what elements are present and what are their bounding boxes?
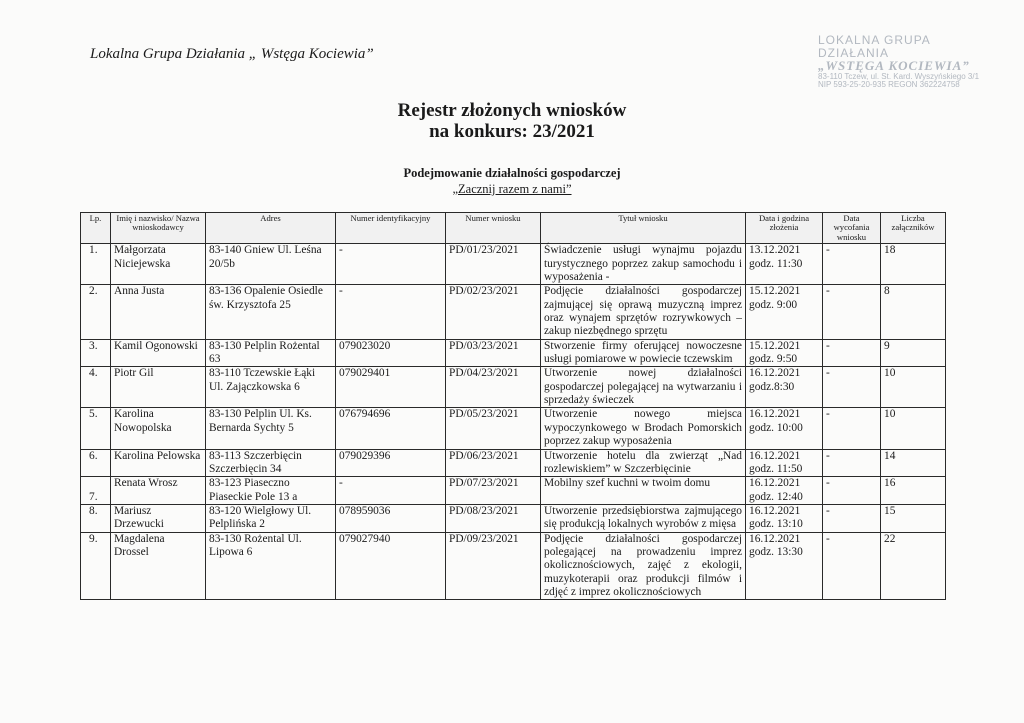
cell-address: 83-130 Rożental Ul. Lipowa 6 (206, 532, 336, 600)
cell-withdrawal-date: - (823, 408, 881, 449)
cell-application-title: Utworzenie hotelu dla zwierząt „Nad rozlewiskiem” w Szczerbięcinie (541, 449, 746, 477)
cell-application-title: Utworzenie nowego miejsca wypoczynkowego w Brodach Pomorskich poprzez zakup wyposażenia (541, 408, 746, 449)
cell-application-number: PD/01/23/2021 (446, 244, 541, 285)
cell-submission-date: 15.12.2021 godz. 9:00 (746, 285, 823, 339)
cell-name: Anna Justa (111, 285, 206, 339)
document-subtitle: Podejmowanie działalności gospodarczej (403, 166, 621, 180)
document-title-line-2: na konkurs: 23/2021 (429, 121, 595, 142)
organization-stamp (818, 34, 988, 90)
table-row (81, 285, 946, 339)
cell-id-number: 079029401 (336, 367, 446, 408)
cell-id-number: 079029396 (336, 449, 446, 477)
cell-application-number: PD/05/23/2021 (446, 408, 541, 449)
cell-application-number: PD/02/23/2021 (446, 285, 541, 339)
cell-attachments: 10 (881, 408, 946, 449)
cell-lp: 2. (81, 285, 111, 339)
cell-lp: 9. (81, 532, 111, 600)
cell-withdrawal-date: - (823, 285, 881, 339)
table-row (81, 504, 946, 532)
stamp-line-1: LOKALNA GRUPA DZIAŁANIA (818, 33, 931, 60)
header-withdrawal-date: Data wycofania wniosku (823, 213, 881, 244)
header-attachments: Liczba załączników (881, 213, 946, 244)
header-address: Adres (206, 213, 336, 244)
cell-lp: 5. (81, 408, 111, 449)
cell-withdrawal-date: - (823, 339, 881, 367)
cell-name: Karolina Nowopolska (111, 408, 206, 449)
cell-lp: 6. (81, 449, 111, 477)
header-lp: Lp. (81, 213, 111, 244)
cell-application-number: PD/08/23/2021 (446, 504, 541, 532)
cell-application-title: Stworzenie firmy oferującej nowoczesne usługi pomiarowe w powiecie tczewskim (541, 339, 746, 367)
cell-withdrawal-date: - (823, 449, 881, 477)
cell-application-number: PD/04/23/2021 (446, 367, 541, 408)
cell-attachments: 9 (881, 339, 946, 367)
table-row (81, 408, 946, 449)
cell-address: 83-113 Szczerbięcin Szczerbięcin 34 (206, 449, 336, 477)
cell-id-number: 079027940 (336, 532, 446, 600)
table-row (81, 244, 946, 285)
cell-id-number: 079023020 (336, 339, 446, 367)
cell-address: 83-136 Opalenie Osiedle św. Krzysztofa 25 (206, 285, 336, 339)
cell-application-number: PD/09/23/2021 (446, 532, 541, 600)
table-row (81, 367, 946, 408)
cell-name: Mariusz Drzewucki (111, 504, 206, 532)
cell-lp: 1. (81, 244, 111, 285)
cell-lp: 3. (81, 339, 111, 367)
cell-address: 83-130 Pelplin Ul. Ks. Bernarda Sychty 5 (206, 408, 336, 449)
cell-attachments: 14 (881, 449, 946, 477)
cell-address: 83-110 Tczewskie Łąki Ul. Zajączkowska 6 (206, 367, 336, 408)
stamp-line-2: „WSTĘGA KOCIEWIA” (818, 58, 970, 74)
cell-submission-date: 16.12.2021 godz. 11:50 (746, 449, 823, 477)
cell-attachments: 22 (881, 532, 946, 600)
table-row (81, 477, 946, 505)
cell-id-number: - (336, 244, 446, 285)
header-submission-date: Data i godzina złożenia (746, 213, 823, 244)
cell-id-number: - (336, 477, 446, 505)
cell-name: Karolina Pelowska (111, 449, 206, 477)
header-application-number: Numer wniosku (446, 213, 541, 244)
document-subtitle-2: „Zacznij razem z nami” (452, 182, 572, 196)
stamp-line-3: 83-110 Tczew, ul. St. Kard. Wyszyńskiego 3/1 (818, 71, 980, 81)
table-row (81, 339, 946, 367)
cell-application-number: PD/03/23/2021 (446, 339, 541, 367)
table-row (81, 532, 946, 600)
cell-submission-date: 16.12.2021 godz. 13:30 (746, 532, 823, 600)
cell-submission-date: 16.12.2021 godz. 13:10 (746, 504, 823, 532)
stamp-line-4: NIP 593-25-20-935 REGON 362224758 (818, 80, 960, 90)
cell-submission-date: 13.12.2021 godz. 11:30 (746, 244, 823, 285)
cell-attachments: 16 (881, 477, 946, 505)
cell-application-number: PD/07/23/2021 (446, 477, 541, 505)
cell-submission-date: 16.12.2021 godz.8:30 (746, 367, 823, 408)
cell-application-title: Utworzenie przedsiębiorstwa zajmującego się produkcją lokalnych wyrobów z mięsa (541, 504, 746, 532)
cell-id-number: - (336, 285, 446, 339)
cell-withdrawal-date: - (823, 532, 881, 600)
cell-lp: 7. (81, 477, 111, 505)
cell-attachments: 8 (881, 285, 946, 339)
cell-application-title: Podjęcie działalności gospodarczej zajmującej się oprawą muzyczną imprez oraz wynajem sprzętów rozrywkowych – zakup niezbędnego sprzętu (541, 285, 746, 339)
table-header-row (81, 213, 946, 244)
cell-withdrawal-date: - (823, 367, 881, 408)
cell-submission-date: 16.12.2021 godz. 10:00 (746, 408, 823, 449)
cell-name: Kamil Ogonowski (111, 339, 206, 367)
header-application-title: Tytuł wniosku (541, 213, 746, 244)
cell-id-number: 076794696 (336, 408, 446, 449)
cell-name: Magdalena Drossel (111, 532, 206, 600)
cell-withdrawal-date: - (823, 244, 881, 285)
cell-name: Renata Wrosz (111, 477, 206, 505)
header-name: Imię i nazwisko/ Nazwa wnioskodawcy (111, 213, 206, 244)
cell-submission-date: 16.12.2021 godz. 12:40 (746, 477, 823, 505)
cell-attachments: 10 (881, 367, 946, 408)
cell-lp: 4. (81, 367, 111, 408)
cell-application-title: Podjęcie działalności gospodarczej polegającej na prowadzeniu imprez okolicznościowych, zajęć z ekologii, muzykoterapii oraz produkcji filmów i zdjęć z imprez okolicznościowych (541, 532, 746, 600)
cell-application-title: Utworzenie nowej działalności gospodarczej polegającej na wytwarzaniu i sprzedaży świeczek (541, 367, 746, 408)
cell-address: 83-130 Pelplin Rożental 63 (206, 339, 336, 367)
cell-withdrawal-date: - (823, 477, 881, 505)
header-id-number: Numer identyfikacyjny (336, 213, 446, 244)
cell-name: Małgorzata Niciejewska (111, 244, 206, 285)
cell-address: 83-120 Wielgłowy Ul. Pelplińska 2 (206, 504, 336, 532)
cell-attachments: 18 (881, 244, 946, 285)
cell-application-title: Świadczenie usługi wynajmu pojazdu turystycznego poprzez zakup samochodu i wyposażenia - (541, 244, 746, 285)
cell-id-number: 078959036 (336, 504, 446, 532)
cell-application-number: PD/06/23/2021 (446, 449, 541, 477)
cell-lp: 8. (81, 504, 111, 532)
cell-submission-date: 15.12.2021 godz. 9:50 (746, 339, 823, 367)
cell-address: 83-123 Piaseczno Piaseckie Pole 13 a (206, 477, 336, 505)
cell-attachments: 15 (881, 504, 946, 532)
cell-address: 83-140 Gniew Ul. Leśna 20/5b (206, 244, 336, 285)
document-title-line-1: Rejestr złożonych wniosków (397, 100, 627, 121)
cell-name: Piotr Gil (111, 367, 206, 408)
applications-register-table (80, 212, 946, 600)
table-row (81, 449, 946, 477)
organization-name: Lokalna Grupa Działania „ Wstęga Kociewia” (90, 46, 374, 62)
cell-application-title: Mobilny szef kuchni w twoim domu (541, 477, 746, 505)
cell-withdrawal-date: - (823, 504, 881, 532)
